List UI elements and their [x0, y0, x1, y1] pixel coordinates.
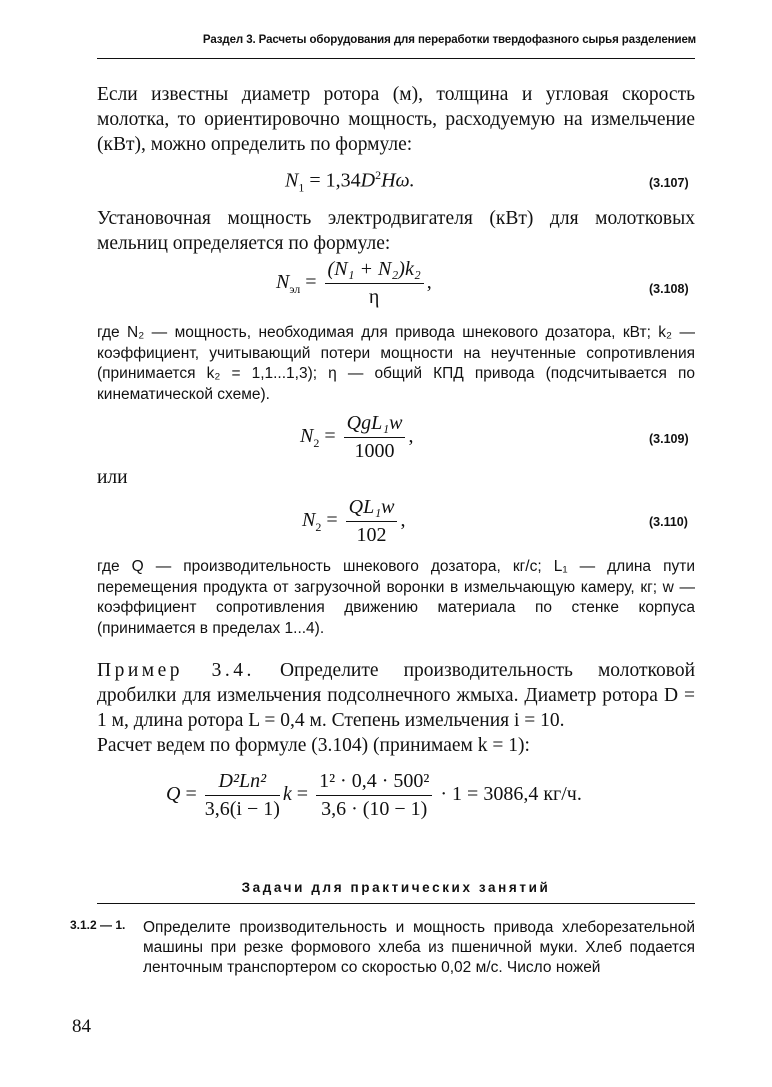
- example-label: Пример 3.4.: [97, 660, 255, 681]
- section-title: Задачи для практических занятий: [241, 880, 551, 895]
- header-rule: [97, 58, 695, 59]
- calc-line: Расчет ведем по формуле (3.104) (принимаем k = 1):: [97, 735, 530, 756]
- fraction: $\frac{\text{(N₁ + N₂)k₂}}{\eta}$: [325, 258, 424, 309]
- example-paragraph: [97, 658, 695, 733]
- formula-3-110: $N_2$ = $\frac{\text{QL₁w}}{102}$ ,: [302, 496, 406, 546]
- running-header: Раздел 3. Расчеты оборудования для переработки твердофазного сырья разделением: [202, 34, 696, 46]
- equation-number: (3.110): [649, 515, 688, 529]
- task-number: 3.1.2 — 1.: [70, 918, 126, 932]
- note-definitions-1: где N₂ — мощность, необходимая для привода шнекового дозатора, кВт; k₂ — коэффициент, учитывающий потери мощности на неучтенные сопротивления (принимается k₂ = 1,1...1,3); η — общий КПД привода (подсчитывается по кинематической схеме).: [97, 324, 695, 403]
- task-text: Определите производительность и мощность привода хлеборезательной машины при резке формового хлеба из пшеничной муки. Хлеб подается ленточным транспортером со скоростью 0,02 м/с. Число ножей: [143, 919, 695, 976]
- example-text: Определите производительность молотковой дробилки для измельчения подсолнечного жмыха. Диаметр ротора D = 1 м, длина ротора L = 0,4 м. Степень измельчения i = 10.: [97, 660, 696, 731]
- formula-3-109: $N_2$ = $\frac{\text{QgL₁w}}{1000}$ ,: [300, 412, 414, 462]
- equation-number: (3.107): [649, 176, 689, 190]
- fraction: $\frac{\text{D²Ln²}}{3,6(i - 1)}$: [204, 770, 280, 820]
- fraction: $\frac{\text{QL₁w}}{102}$: [346, 496, 398, 547]
- formula-3-108: $N_{эл}$ = $\frac{\text{(N₁ + N₂)k₂}}{\eta}$ ,: [276, 258, 432, 308]
- paragraph-motor-power: Установочная мощность электродвигателя (кВт) для молотковых мельниц определяется по формуле:: [97, 208, 695, 254]
- equation-number: (3.108): [649, 282, 689, 296]
- page-number: 84: [72, 1016, 91, 1037]
- paragraph-intro: Если известны диаметр ротора (м), толщина и угловая скорость молотка, то ориентировочно мощность, расходуемую на измельчение (кВт), можно определить по формуле:: [97, 84, 695, 155]
- fraction: $\frac{\text{QgL₁w}}{1000}$: [344, 412, 406, 463]
- formula-lhs: N: [285, 169, 299, 192]
- formula-example: Q = $\frac{\text{D²Ln²}}{3,6(i - 1)}$ k = $\frac{\text{1² · 0,4 · 500²}}{3,6 \cdot (10 - 1)}$ · 1 = 3086,4 кг/ч.: [166, 770, 582, 820]
- formula-3-107: $N_1 = 1,34D^2H\omega$.: [285, 168, 415, 195]
- note-definitions-2: где Q — производительность шнекового дозатора, кг/с; L₁ — длина пути перемещения продукта от загрузочной воронки в измельчающую камеру, кг; w — коэффициент сопротивления движению материала по стенке корпуса (принимается в пределах 1...4).: [97, 558, 695, 637]
- fraction: $\frac{\text{1² · 0,4 · 500²}}{3,6 \cdot (10 - 1)}$: [316, 770, 432, 821]
- section-rule: [97, 903, 695, 904]
- word-or: или: [97, 467, 128, 488]
- equation-number: (3.109): [649, 432, 689, 446]
